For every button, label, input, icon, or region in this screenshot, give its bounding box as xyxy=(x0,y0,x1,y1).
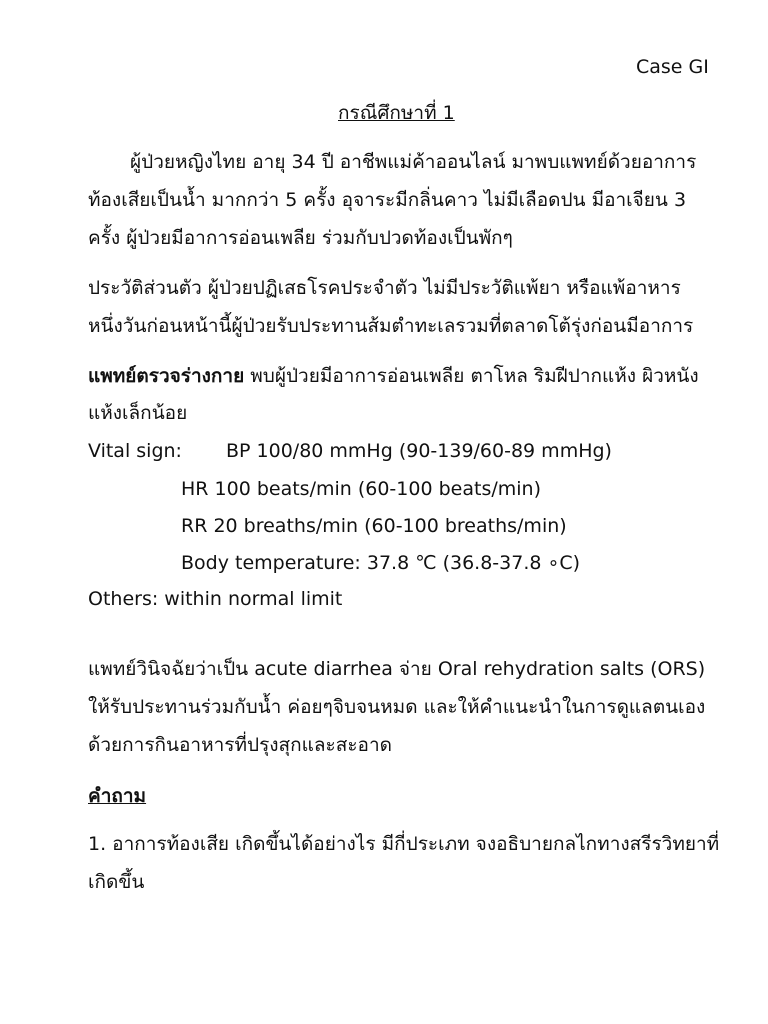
history-line-2: หนึ่งวันก่อนหน้านี้ผู้ป่วยรับประทานส้มตำทะเลรวมที่ตลาดโต้รุ่งก่อนมีอาการ xyxy=(88,315,694,337)
exam-line-1 xyxy=(88,362,699,390)
vital-sign-label: Vital sign: xyxy=(88,440,182,462)
question-1-line-1: 1. อาการท้องเสีย เกิดขึ้นได้อย่างไร มีกี่ประเภท จงอธิบายกลไกทางสรีรวิทยาที่ xyxy=(88,833,720,855)
diagnosis-line-3: ด้วยการกินอาหารที่ปรุงสุกและสะอาด xyxy=(88,734,392,756)
intro-line-1: ผู้ป่วยหญิงไทย อายุ 34 ปี อาชีพแม่ค้าออนไลน์ มาพบแพทย์ด้วยอาการ xyxy=(130,151,697,173)
questions-heading: คำถาม xyxy=(88,785,147,807)
vital-bp: BP 100/80 mmHg (90-139/60-89 mmHg) xyxy=(226,440,612,462)
history-line-1: ประวัติส่วนตัว ผู้ป่วยปฏิเสธโรคประจำตัว ไม่มีประวัติแพ้ยา หรือแพ้อาหาร xyxy=(88,277,681,299)
exam-findings: พบผู้ป่วยมีอาการอ่อนเพลีย ตาโหล ริมฝีปากแห้ง ผิวหนัง xyxy=(244,365,699,387)
vital-hr: HR 100 beats/min (60-100 beats/min) xyxy=(181,478,541,500)
diagnosis-line-2: ให้รับประทานร่วมกับน้ำ ค่อยๆจิบจนหมด และให้คำแนะนำในการดูแลตนเอง xyxy=(88,696,706,718)
question-1-line-2: เกิดขึ้น xyxy=(88,871,145,893)
exam-label: แพทย์ตรวจร่างกาย xyxy=(88,365,245,387)
page-title: กรณีศึกษาที่ 1 xyxy=(338,102,455,124)
vital-temp: Body temperature: 37.8 ℃ (36.8-37.8 ∘C) xyxy=(181,552,581,574)
diagnosis-line-1: แพทย์วินิจฉัยว่าเป็น acute diarrhea จ่าย Oral rehydration salts (ORS) xyxy=(88,658,706,680)
exam-line-2: แห้งเล็กน้อย xyxy=(88,402,188,424)
case-label: Case GI xyxy=(636,56,709,78)
intro-line-3: ครั้ง ผู้ป่วยมีอาการอ่อนเพลีย ร่วมกับปวดท้องเป็นพักๆ xyxy=(88,227,513,249)
vital-rr: RR 20 breaths/min (60-100 breaths/min) xyxy=(181,515,567,537)
vital-others: Others: within normal limit xyxy=(88,588,343,610)
intro-line-2: ท้องเสียเป็นน้ำ มากกว่า 5 ครั้ง อุจาระมีกลิ่นคาว ไม่มีเลือดปน มีอาเจียน 3 xyxy=(88,189,687,211)
